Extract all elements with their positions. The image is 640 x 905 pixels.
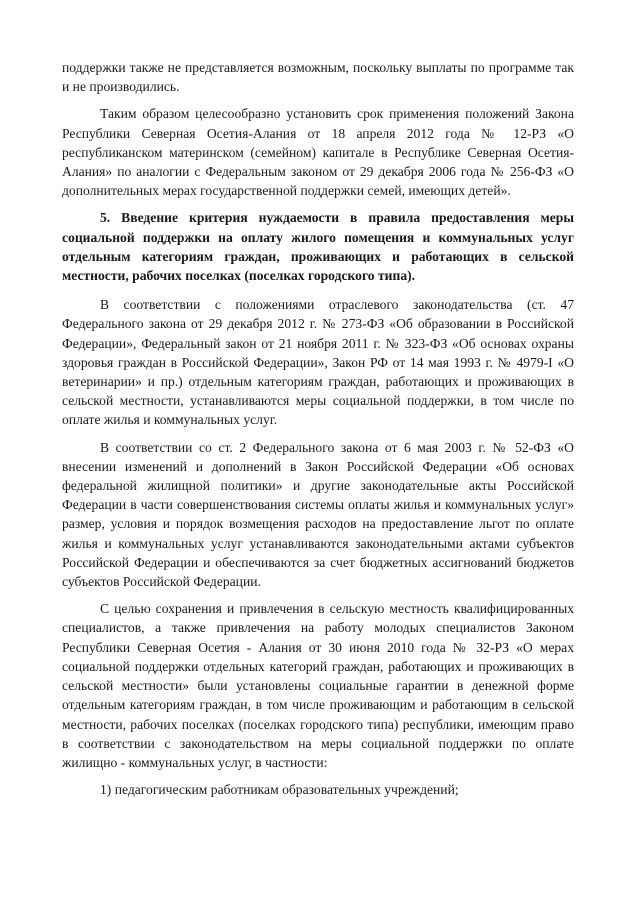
paragraph-federal-law-52: В соответствии со ст. 2 Федерального закона от 6 мая 2003 г. № 52-ФЗ «О внесении изменений и дополнений в Закон Российской Федерации «Об основах федеральной жилищной политики» и другие законодательные акты Российской Федерации в части совершенствования системы оплаты жилья и коммунальных услуг» размер, условия и порядок возмещения расходов на предоставление льгот по оплате жилья и коммунальных услуг устанавливаются законодательными актами субъектов Российской Федерации и обеспечиваются за счет бюджетных ассигнований бюджетов субъектов Российской Федерации. xyxy=(62,439,574,590)
paragraph-continuation: поддержки также не представляется возможным, поскольку выплаты по программе так и не производились. xyxy=(62,60,574,95)
paragraph-term-proposal: Таким образом целесообразно установить срок применения положений Закона Республики Северная Осетия-Алания от 18 апреля 2012 года № 12-РЗ «О республиканском материнском (семейном) капитале в Республике Северная Осетия-Алания» по аналогии с Федеральным законом от 29 декабря 2006 года № 256-ФЗ «О дополнительных мерах государственной поддержки семей, имеющих детей». xyxy=(62,106,574,199)
section-heading-5: 5. Введение критерия нуждаемости в правила предоставления меры социальной поддержки на оплату жилого помещения и коммунальных услуг отдельным категориям граждан, проживающих и работающих в сельской местности, рабочих поселках (поселках городского типа). xyxy=(62,210,574,284)
list-item-1: 1) педагогическим работникам образовательных учреждений; xyxy=(100,782,459,798)
document-page xyxy=(62,58,574,807)
paragraph-republic-law-32: С целью сохранения и привлечения в сельскую местность квалифицированных специалистов, а также привлечения на работу молодых специалистов Законом Республики Северная Осетия - Алания от 30 июня 2010 года № 32-РЗ «О мерах социальной поддержки отдельных категорий граждан, работающих и проживающих в сельской местности» были установлены социальные гарантии в денежной форме отдельным категориям граждан, в том числе проживающим и работающим в сельской местности, рабочих поселках (поселках городского типа) республики, имеющим право в соответствии с законодательством на меры социальной поддержки по оплате жилищно - коммунальных услуг, в частности: xyxy=(62,601,574,770)
paragraph-sectoral-legislation: В соответствии с положениями отраслевого законодательства (ст. 47 Федерального закона от 29 декабря 2012 г. № 273-ФЗ «Об образовании в Российской Федерации», Федеральный закон от 21 ноября 2011 г. № 323-ФЗ «Об основах охраны здоровья граждан в Российской Федерации», Закон РФ от 14 мая 1993 г. № 4979-I «О ветеринарии» и пр.) отдельным категориям граждан, работающих и проживающих в сельской местности, устанавливаются меры социальной поддержки, в том числе по оплате жилья и коммунальных услуг. xyxy=(62,297,574,428)
